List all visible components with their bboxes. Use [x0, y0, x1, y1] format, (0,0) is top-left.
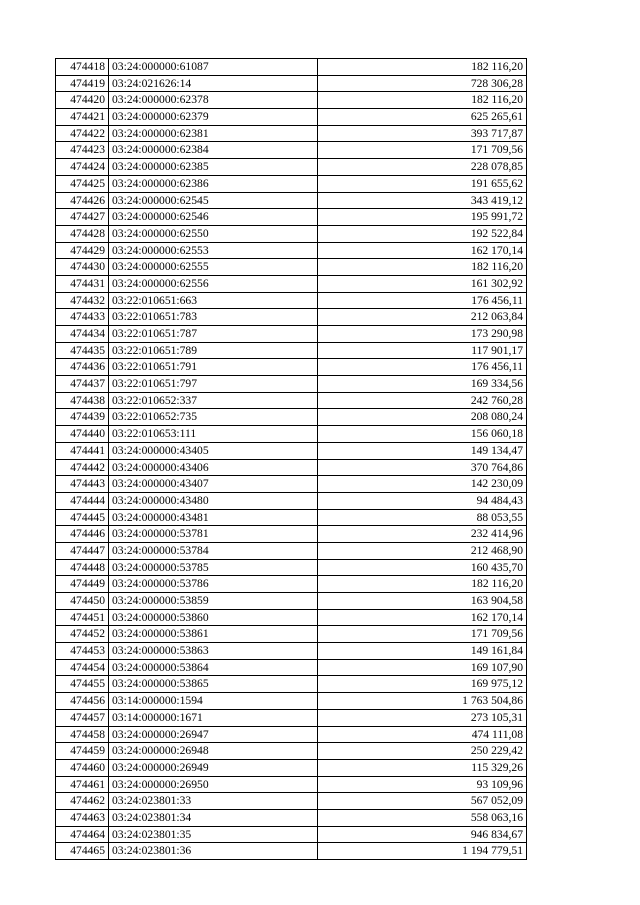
cadastral-number-cell: 03:22:010652:337 [109, 392, 318, 409]
table-row [56, 209, 527, 226]
cadastral-number-cell: 03:24:000000:62545 [109, 192, 318, 209]
cadastral-value-cell: 115 329,26 [318, 759, 527, 776]
cadastral-number-cell: 03:24:000000:62385 [109, 159, 318, 176]
cadastral-number-cell: 03:24:000000:62381 [109, 125, 318, 142]
cadastral-number-cell: 03:24:000000:53860 [109, 609, 318, 626]
table-row [56, 776, 527, 793]
cadastral-number-cell: 03:24:000000:53864 [109, 659, 318, 676]
row-number-cell: 474425 [56, 175, 109, 192]
row-number-cell: 474431 [56, 275, 109, 292]
table-row [56, 459, 527, 476]
row-number-cell: 474461 [56, 776, 109, 793]
table-row [56, 476, 527, 493]
cadastral-value-cell: 232 414,96 [318, 526, 527, 543]
cadastral-value-cell: 173 290,98 [318, 326, 527, 343]
table-row [56, 159, 527, 176]
cadastral-value-table [55, 58, 527, 860]
table-row [56, 142, 527, 159]
cadastral-value-cell: 474 111,08 [318, 726, 527, 743]
table-row [56, 359, 527, 376]
table-row [56, 492, 527, 509]
cadastral-value-cell: 182 116,20 [318, 92, 527, 109]
cadastral-value-cell: 88 053,55 [318, 509, 527, 526]
table-row [56, 92, 527, 109]
cadastral-value-cell: 191 655,62 [318, 175, 527, 192]
row-number-cell: 474445 [56, 509, 109, 526]
row-number-cell: 474456 [56, 693, 109, 710]
cadastral-number-cell: 03:22:010651:663 [109, 292, 318, 309]
table-row [56, 542, 527, 559]
cadastral-value-cell: 169 334,56 [318, 376, 527, 393]
table-row [56, 75, 527, 92]
cadastral-value-cell: 176 456,11 [318, 359, 527, 376]
row-number-cell: 474426 [56, 192, 109, 209]
cadastral-number-cell: 03:24:000000:53784 [109, 542, 318, 559]
cadastral-number-cell: 03:22:010651:789 [109, 342, 318, 359]
cadastral-value-cell: 161 302,92 [318, 275, 527, 292]
table-row [56, 559, 527, 576]
cadastral-number-cell: 03:22:010652:735 [109, 409, 318, 426]
cadastral-number-cell: 03:24:000000:43481 [109, 509, 318, 526]
cadastral-number-cell: 03:24:000000:62378 [109, 92, 318, 109]
table-row [56, 292, 527, 309]
cadastral-number-cell: 03:14:000000:1594 [109, 693, 318, 710]
cadastral-value-cell: 195 991,72 [318, 209, 527, 226]
cadastral-value-cell: 946 834,67 [318, 826, 527, 843]
table-row [56, 826, 527, 843]
cadastral-number-cell: 03:24:000000:53861 [109, 626, 318, 643]
cadastral-number-cell: 03:24:000000:62384 [109, 142, 318, 159]
cadastral-value-cell: 171 709,56 [318, 626, 527, 643]
table-row [56, 593, 527, 610]
row-number-cell: 474458 [56, 726, 109, 743]
table-row [56, 726, 527, 743]
row-number-cell: 474459 [56, 743, 109, 760]
cadastral-value-cell: 250 229,42 [318, 743, 527, 760]
cadastral-number-cell: 03:24:000000:62546 [109, 209, 318, 226]
cadastral-number-cell: 03:24:000000:26948 [109, 743, 318, 760]
cadastral-number-cell: 03:24:000000:26949 [109, 759, 318, 776]
cadastral-value-cell: 1 194 779,51 [318, 843, 527, 860]
table-row [56, 225, 527, 242]
table-row [56, 509, 527, 526]
row-number-cell: 474453 [56, 643, 109, 660]
cadastral-value-cell: 171 709,56 [318, 142, 527, 159]
cadastral-value-cell: 208 080,24 [318, 409, 527, 426]
cadastral-value-cell: 93 109,96 [318, 776, 527, 793]
row-number-cell: 474432 [56, 292, 109, 309]
cadastral-number-cell: 03:24:000000:61087 [109, 59, 318, 76]
cadastral-number-cell: 03:24:023801:36 [109, 843, 318, 860]
table-row [56, 643, 527, 660]
cadastral-number-cell: 03:24:000000:62555 [109, 259, 318, 276]
table-row [56, 576, 527, 593]
cadastral-value-cell: 149 161,84 [318, 643, 527, 660]
row-number-cell: 474436 [56, 359, 109, 376]
cadastral-value-cell: 162 170,14 [318, 242, 527, 259]
cadastral-value-cell: 370 764,86 [318, 459, 527, 476]
table-row [56, 693, 527, 710]
cadastral-value-cell: 212 063,84 [318, 309, 527, 326]
row-number-cell: 474446 [56, 526, 109, 543]
table-row [56, 192, 527, 209]
table-row [56, 809, 527, 826]
cadastral-value-cell: 117 901,17 [318, 342, 527, 359]
cadastral-value-cell: 273 105,31 [318, 709, 527, 726]
cadastral-value-cell: 160 435,70 [318, 559, 527, 576]
cadastral-value-cell: 169 975,12 [318, 676, 527, 693]
row-number-cell: 474434 [56, 326, 109, 343]
cadastral-number-cell: 03:24:000000:62550 [109, 225, 318, 242]
row-number-cell: 474428 [56, 225, 109, 242]
row-number-cell: 474424 [56, 159, 109, 176]
cadastral-number-cell: 03:22:010651:787 [109, 326, 318, 343]
cadastral-number-cell: 03:24:023801:35 [109, 826, 318, 843]
row-number-cell: 474452 [56, 626, 109, 643]
row-number-cell: 474421 [56, 109, 109, 126]
cadastral-value-cell: 156 060,18 [318, 426, 527, 443]
cadastral-number-cell: 03:24:000000:53859 [109, 593, 318, 610]
cadastral-number-cell: 03:24:000000:43406 [109, 459, 318, 476]
row-number-cell: 474438 [56, 392, 109, 409]
cadastral-number-cell: 03:24:000000:62553 [109, 242, 318, 259]
cadastral-value-cell: 169 107,90 [318, 659, 527, 676]
cadastral-number-cell: 03:24:000000:26950 [109, 776, 318, 793]
cadastral-number-cell: 03:24:000000:53863 [109, 643, 318, 660]
table-row [56, 175, 527, 192]
row-number-cell: 474443 [56, 476, 109, 493]
table-row [56, 392, 527, 409]
table-row [56, 125, 527, 142]
row-number-cell: 474450 [56, 593, 109, 610]
cadastral-value-cell: 176 456,11 [318, 292, 527, 309]
row-number-cell: 474448 [56, 559, 109, 576]
table-row [56, 843, 527, 860]
table-row [56, 709, 527, 726]
cadastral-value-cell: 162 170,14 [318, 609, 527, 626]
row-number-cell: 474462 [56, 793, 109, 810]
cadastral-number-cell: 03:24:000000:53781 [109, 526, 318, 543]
table-row [56, 309, 527, 326]
cadastral-number-cell: 03:24:023801:33 [109, 793, 318, 810]
cadastral-number-cell: 03:22:010651:797 [109, 376, 318, 393]
cadastral-number-cell: 03:24:000000:53785 [109, 559, 318, 576]
cadastral-number-cell: 03:24:000000:26947 [109, 726, 318, 743]
table-row [56, 759, 527, 776]
table-row [56, 109, 527, 126]
row-number-cell: 474418 [56, 59, 109, 76]
cadastral-number-cell: 03:14:000000:1671 [109, 709, 318, 726]
row-number-cell: 474420 [56, 92, 109, 109]
row-number-cell: 474447 [56, 542, 109, 559]
cadastral-value-cell: 212 468,90 [318, 542, 527, 559]
cadastral-value-cell: 558 063,16 [318, 809, 527, 826]
cadastral-value-cell: 192 522,84 [318, 225, 527, 242]
table-row [56, 409, 527, 426]
cadastral-number-cell: 03:22:010651:791 [109, 359, 318, 376]
row-number-cell: 474439 [56, 409, 109, 426]
table-row [56, 275, 527, 292]
cadastral-value-cell: 242 760,28 [318, 392, 527, 409]
cadastral-value-cell: 728 306,28 [318, 75, 527, 92]
cadastral-value-cell: 228 078,85 [318, 159, 527, 176]
cadastral-number-cell: 03:24:000000:62556 [109, 275, 318, 292]
row-number-cell: 474422 [56, 125, 109, 142]
table-row [56, 793, 527, 810]
cadastral-value-cell: 1 763 504,86 [318, 693, 527, 710]
table-row [56, 59, 527, 76]
cadastral-value-cell: 163 904,58 [318, 593, 527, 610]
cadastral-number-cell: 03:24:021626:14 [109, 75, 318, 92]
table-row [56, 326, 527, 343]
row-number-cell: 474464 [56, 826, 109, 843]
cadastral-value-cell: 393 717,87 [318, 125, 527, 142]
row-number-cell: 474442 [56, 459, 109, 476]
table-row [56, 526, 527, 543]
cadastral-value-cell: 149 134,47 [318, 442, 527, 459]
cadastral-number-cell: 03:24:000000:43407 [109, 476, 318, 493]
row-number-cell: 474419 [56, 75, 109, 92]
row-number-cell: 474430 [56, 259, 109, 276]
cadastral-value-cell: 567 052,09 [318, 793, 527, 810]
cadastral-value-cell: 182 116,20 [318, 59, 527, 76]
row-number-cell: 474433 [56, 309, 109, 326]
table-body [56, 59, 527, 860]
cadastral-value-cell: 142 230,09 [318, 476, 527, 493]
table-row [56, 376, 527, 393]
row-number-cell: 474460 [56, 759, 109, 776]
cadastral-number-cell: 03:24:000000:62386 [109, 175, 318, 192]
cadastral-number-cell: 03:24:000000:43480 [109, 492, 318, 509]
cadastral-value-cell: 625 265,61 [318, 109, 527, 126]
cadastral-value-cell: 182 116,20 [318, 576, 527, 593]
cadastral-value-cell: 182 116,20 [318, 259, 527, 276]
table-row [56, 743, 527, 760]
row-number-cell: 474454 [56, 659, 109, 676]
table-row [56, 626, 527, 643]
row-number-cell: 474449 [56, 576, 109, 593]
cadastral-number-cell: 03:24:000000:43405 [109, 442, 318, 459]
row-number-cell: 474444 [56, 492, 109, 509]
row-number-cell: 474441 [56, 442, 109, 459]
cadastral-number-cell: 03:24:000000:53865 [109, 676, 318, 693]
row-number-cell: 474423 [56, 142, 109, 159]
row-number-cell: 474440 [56, 426, 109, 443]
table-row [56, 676, 527, 693]
table-row [56, 242, 527, 259]
cadastral-value-cell: 343 419,12 [318, 192, 527, 209]
table-row [56, 442, 527, 459]
table-row [56, 426, 527, 443]
row-number-cell: 474451 [56, 609, 109, 626]
row-number-cell: 474455 [56, 676, 109, 693]
row-number-cell: 474465 [56, 843, 109, 860]
row-number-cell: 474427 [56, 209, 109, 226]
row-number-cell: 474457 [56, 709, 109, 726]
table-row [56, 609, 527, 626]
table-row [56, 259, 527, 276]
cadastral-number-cell: 03:24:023801:34 [109, 809, 318, 826]
table-row [56, 342, 527, 359]
row-number-cell: 474463 [56, 809, 109, 826]
cadastral-number-cell: 03:24:000000:53786 [109, 576, 318, 593]
row-number-cell: 474429 [56, 242, 109, 259]
cadastral-value-cell: 94 484,43 [318, 492, 527, 509]
row-number-cell: 474435 [56, 342, 109, 359]
table-row [56, 659, 527, 676]
row-number-cell: 474437 [56, 376, 109, 393]
cadastral-number-cell: 03:22:010651:783 [109, 309, 318, 326]
cadastral-number-cell: 03:24:000000:62379 [109, 109, 318, 126]
cadastral-number-cell: 03:22:010653:111 [109, 426, 318, 443]
